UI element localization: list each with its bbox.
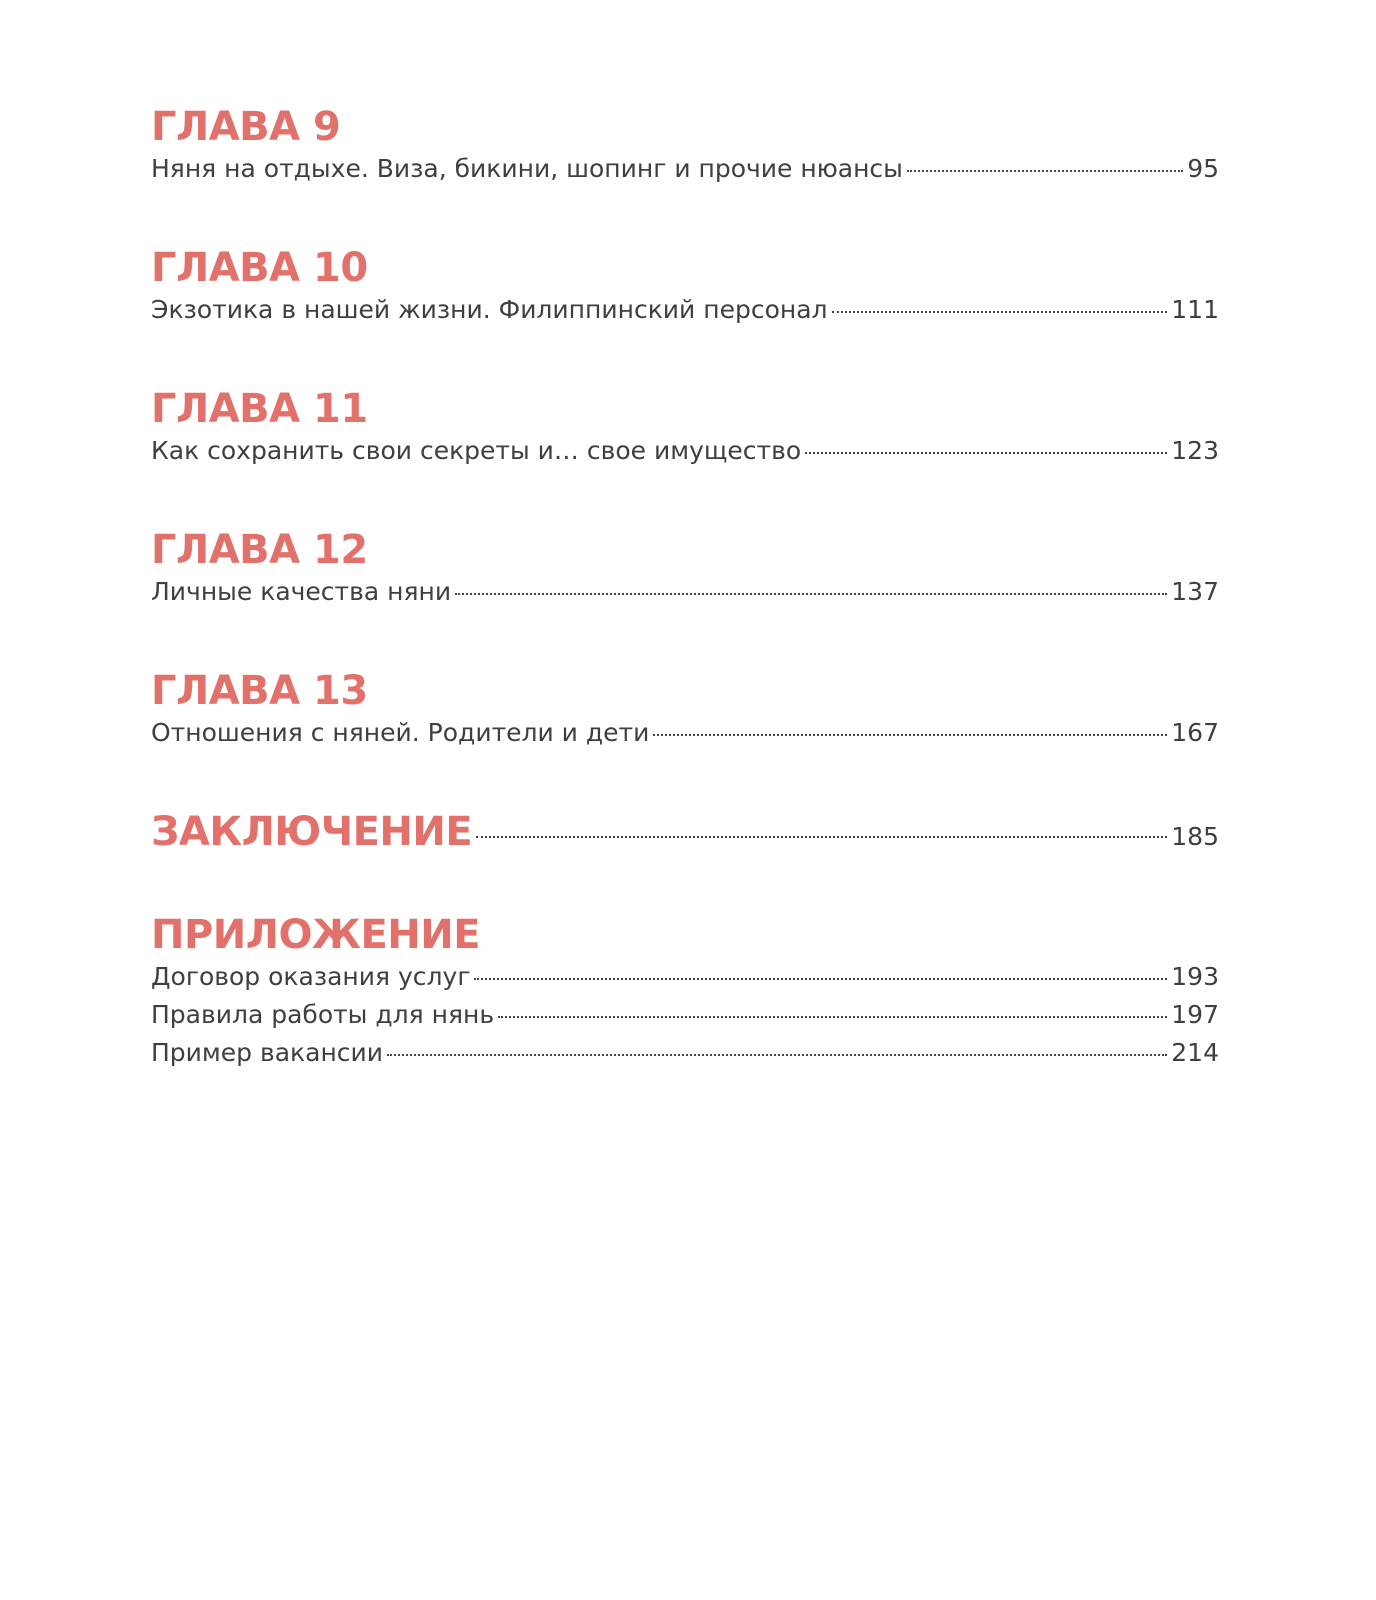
chapter-10: [151, 245, 1219, 329]
toc-entry[interactable]: [151, 714, 1219, 752]
chapter-9: [151, 104, 1219, 188]
chapter-13: [151, 668, 1219, 752]
page-number: 185: [1171, 822, 1219, 851]
page-number: 193: [1171, 962, 1219, 991]
dot-leader: [832, 311, 1168, 313]
entry-title: Правила работы для нянь: [151, 1000, 495, 1029]
chapter-heading: ГЛАВА 13: [151, 668, 368, 714]
page-number: 111: [1171, 295, 1219, 324]
toc-entry[interactable]: [151, 150, 1219, 188]
page-number: 197: [1171, 1000, 1219, 1029]
dot-leader: [653, 734, 1167, 736]
page-number: 137: [1171, 577, 1219, 606]
dot-leader: [474, 978, 1167, 980]
dot-leader: [805, 452, 1167, 454]
toc-entry[interactable]: [151, 291, 1219, 329]
toc-entry[interactable]: [151, 996, 1219, 1034]
entry-title: Как сохранить свои секреты и… свое имущество: [151, 436, 802, 465]
chapter-12: [151, 527, 1219, 611]
page-number: 167: [1171, 718, 1219, 747]
toc-entry[interactable]: [151, 958, 1219, 996]
page-number: 214: [1171, 1038, 1219, 1067]
conclusion-heading: ЗАКЛЮЧЕНИЕ: [151, 809, 473, 855]
entry-title: Пример вакансии: [151, 1038, 384, 1067]
chapter-heading: ГЛАВА 10: [151, 245, 368, 291]
toc-entry[interactable]: [151, 573, 1219, 611]
entry-title: Отношения с няней. Родители и дети: [151, 718, 650, 747]
chapter-heading: ГЛАВА 11: [151, 386, 368, 432]
entry-title: Личные качества няни: [151, 577, 452, 606]
appendix: [151, 912, 1219, 1072]
dot-leader: [387, 1054, 1167, 1056]
entry-title: Договор оказания услуг: [151, 962, 471, 991]
chapter-heading: ГЛАВА 9: [151, 104, 341, 150]
chapter-heading: ГЛАВА 12: [151, 527, 368, 573]
dot-leader: [498, 1016, 1167, 1018]
dot-leader: [476, 836, 1167, 838]
conclusion-entry[interactable]: [151, 809, 1219, 855]
page-number: 95: [1187, 154, 1219, 183]
appendix-heading: ПРИЛОЖЕНИЕ: [151, 912, 481, 958]
page-number: 123: [1171, 436, 1219, 465]
dot-leader: [907, 170, 1183, 172]
table-of-contents: [151, 104, 1219, 1129]
entry-title: Экзотика в нашей жизни. Филиппинский персонал: [151, 295, 828, 324]
toc-entry[interactable]: [151, 432, 1219, 470]
entry-title: Няня на отдыхе. Виза, бикини, шопинг и прочие нюансы: [151, 154, 903, 183]
toc-entry[interactable]: [151, 1034, 1219, 1072]
dot-leader: [455, 593, 1167, 595]
chapter-11: [151, 386, 1219, 470]
